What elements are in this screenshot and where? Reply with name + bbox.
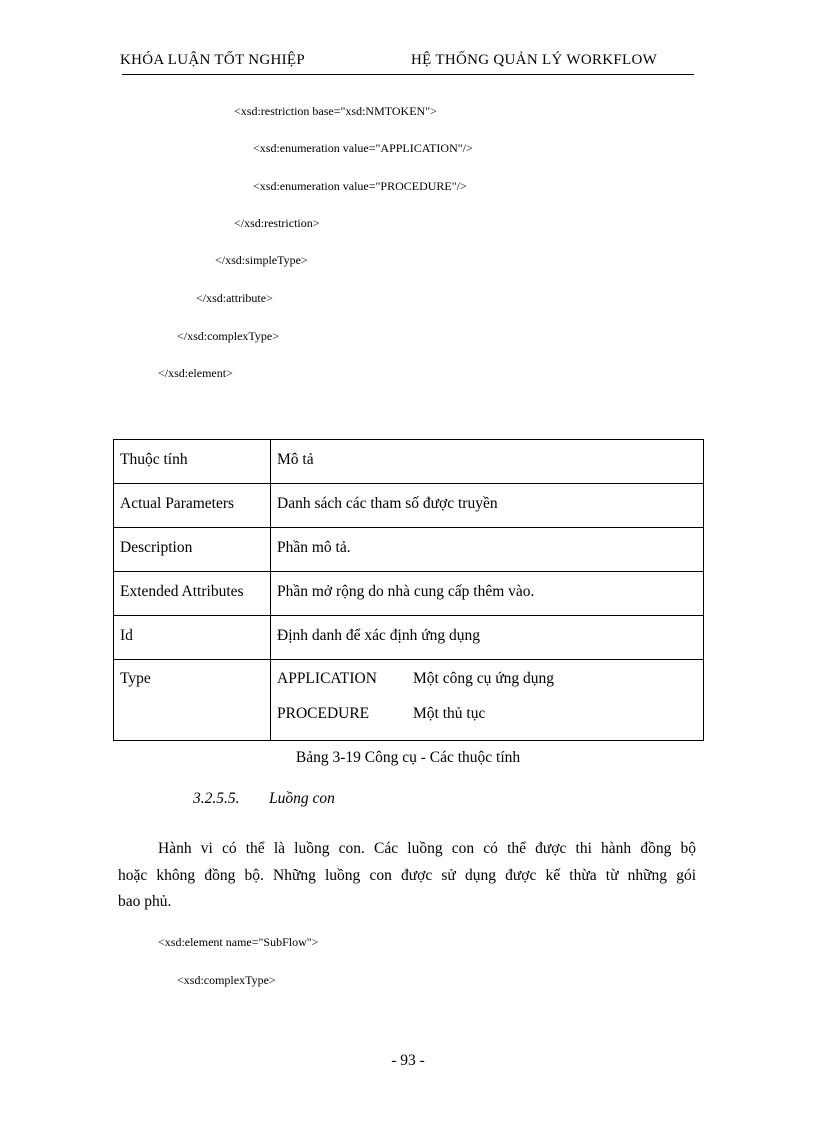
code-line: <xsd:enumeration value="PROCEDURE"/> [253, 179, 467, 193]
code-line: <xsd:element name="SubFlow"> [158, 935, 319, 949]
code-line: <xsd:complexType> [177, 973, 276, 987]
table-header-row [114, 440, 704, 484]
type-value-line [277, 670, 703, 705]
table-row [114, 484, 704, 528]
code-line: </xsd:restriction> [234, 216, 320, 230]
section-heading [193, 790, 335, 808]
page-header [120, 52, 692, 74]
paragraph-line: Hành vi có thể là luồng con. Các luồng con có thể được thi hành đồng bộ [158, 840, 696, 857]
type-value-line [277, 705, 703, 740]
attribute-description [271, 660, 704, 741]
table-row [114, 616, 704, 660]
section-number: 3.2.5.5. [193, 790, 240, 807]
attributes-table [113, 439, 704, 741]
paragraph-line: hoặc không đồng bộ. Những luồng con được sử dụng được kế thừa từ những gói [118, 866, 696, 884]
attribute-description: Phần mở rộng do nhà cung cấp thêm vào. [271, 572, 704, 616]
table-row [114, 528, 704, 572]
attribute-name: Description [114, 528, 271, 572]
attribute-description: Phần mô tả. [271, 528, 704, 572]
header-rule [122, 74, 694, 75]
table-caption: Bảng 3-19 Công cụ - Các thuộc tính [295, 749, 521, 766]
type-code: PROCEDURE [277, 705, 370, 722]
attribute-name: Type [114, 660, 271, 741]
page-number: - 93 - [391, 1052, 425, 1069]
table-header-cell: Thuộc tính [114, 440, 271, 484]
code-line: <xsd:enumeration value="APPLICATION"/> [253, 141, 473, 155]
attribute-name: Actual Parameters [114, 484, 271, 528]
header-right-title: HỆ THỐNG QUẢN LÝ WORKFLOW [411, 52, 658, 68]
table-row [114, 660, 704, 741]
type-desc: Một công cụ ứng dụng [413, 670, 554, 687]
attribute-description: Định danh để xác định ứng dụng [271, 616, 704, 660]
section-title: Luồng con [269, 790, 335, 807]
paragraph-line: bao phủ. [118, 893, 172, 910]
attribute-name: Extended Attributes [114, 572, 271, 616]
attribute-description: Danh sách các tham số được truyền [271, 484, 704, 528]
header-left-title: KHÓA LUẬN TỐT NGHIỆP [120, 52, 306, 68]
type-code: APPLICATION [277, 670, 377, 687]
type-desc: Một thủ tục [413, 705, 486, 722]
body-paragraph [118, 836, 696, 916]
attribute-name: Id [114, 616, 271, 660]
code-line: </xsd:attribute> [196, 291, 273, 305]
code-line: </xsd:complexType> [177, 329, 280, 343]
table-header-cell: Mô tả [271, 440, 704, 484]
code-line: <xsd:restriction base="xsd:NMTOKEN"> [234, 104, 437, 118]
table-row [114, 572, 704, 616]
code-line: </xsd:simpleType> [215, 253, 308, 267]
code-line: </xsd:element> [158, 366, 233, 380]
